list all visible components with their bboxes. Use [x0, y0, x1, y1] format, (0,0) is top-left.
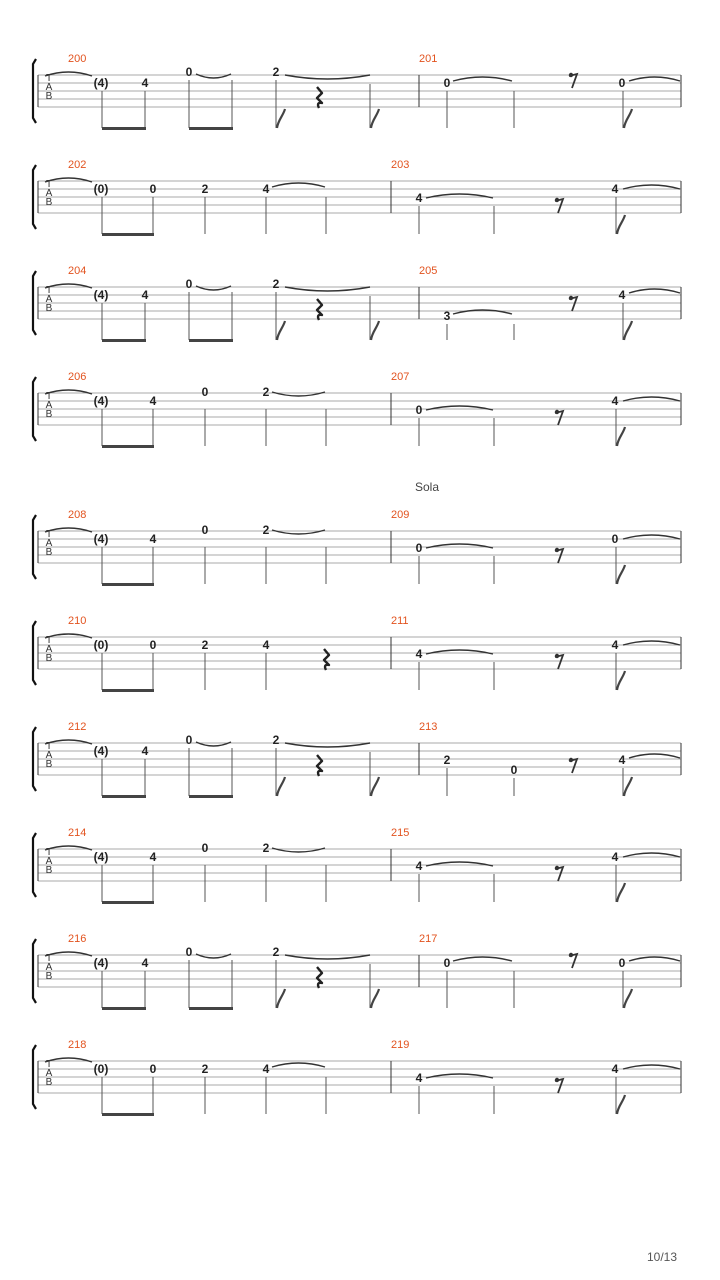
measure-number: 202 [68, 159, 87, 171]
measure-number: 207 [391, 371, 410, 383]
fret-number: 2 [201, 638, 209, 652]
fret-number: 0 [185, 945, 193, 959]
tab-clef-letter: A [45, 538, 53, 549]
measure-number: 201 [419, 53, 438, 65]
fret-number: 0 [185, 65, 193, 79]
tab-clef-letter: A [45, 962, 53, 973]
measure-number: 210 [68, 615, 87, 627]
measure-number: 209 [391, 509, 410, 521]
fret-number: 2 [201, 182, 209, 196]
fret-number: 0 [443, 956, 451, 970]
eighth-rest [555, 199, 563, 213]
measure-number: 217 [419, 933, 438, 945]
system-bracket [33, 939, 36, 1003]
tie-arc [453, 77, 512, 81]
tie-arc [629, 754, 680, 758]
fret-number: (0) [93, 1062, 109, 1076]
eighth-flag [617, 883, 625, 902]
system-bracket [33, 1045, 36, 1109]
tab-clef-letter: A [45, 294, 53, 305]
eighth-flag [617, 427, 625, 446]
system-bracket [33, 165, 36, 229]
tab-clef-letter: A [45, 188, 53, 199]
fret-number: 2 [201, 1062, 209, 1076]
eighth-flag [277, 321, 285, 340]
fret-number: 2 [262, 523, 270, 537]
tie-arc [285, 743, 370, 747]
tab-clef-letter: T [45, 529, 53, 540]
tab-clef-letter: A [45, 82, 53, 93]
beam [102, 233, 154, 236]
measure-number: 218 [68, 1039, 87, 1051]
fret-number: 0 [618, 956, 626, 970]
tie-arc [285, 75, 370, 79]
fret-number: 2 [262, 841, 270, 855]
tab-clef-letter: B [45, 91, 53, 102]
beam [102, 795, 146, 798]
fret-number: 4 [262, 638, 270, 652]
system-bracket [33, 515, 36, 579]
quarter-rest [324, 649, 329, 670]
eighth-flag [624, 777, 632, 796]
beam [102, 583, 154, 586]
quarter-rest [317, 87, 322, 108]
tab-clef-letter: A [45, 750, 53, 761]
tie-arc [623, 853, 680, 857]
tie-arc [623, 641, 680, 645]
fret-number: 0 [185, 277, 193, 291]
tie-arc [285, 955, 370, 959]
measure-number: 203 [391, 159, 410, 171]
eighth-flag [277, 109, 285, 128]
beam [189, 127, 233, 130]
tab-clef-letter: B [45, 759, 53, 770]
fret-number: 2 [272, 277, 280, 291]
eighth-flag [371, 321, 379, 340]
fret-number: 0 [415, 403, 423, 417]
eighth-flag [617, 671, 625, 690]
fret-number: 4 [618, 288, 626, 302]
measure-number: 214 [68, 827, 87, 839]
eighth-flag [624, 989, 632, 1008]
fret-number: 4 [262, 1062, 270, 1076]
eighth-rest [555, 1079, 563, 1093]
beam [102, 339, 146, 342]
fret-number: (4) [93, 76, 109, 90]
eighth-flag [617, 565, 625, 584]
tie-arc [629, 77, 680, 81]
measure-number: 219 [391, 1039, 410, 1051]
tie-arc [623, 397, 680, 401]
tie-arc [623, 535, 680, 539]
fret-number: (4) [93, 532, 109, 546]
tab-clef-letter: A [45, 644, 53, 655]
eighth-rest [555, 549, 563, 563]
tab-clef-letter: B [45, 653, 53, 664]
tab-clef-letter: B [45, 409, 53, 420]
beam [189, 339, 233, 342]
beam [189, 1007, 233, 1010]
eighth-flag [617, 215, 625, 234]
fret-number: 0 [149, 638, 157, 652]
tie-arc [623, 185, 680, 189]
page-number: 10/13 [646, 1250, 677, 1264]
beam [189, 795, 233, 798]
measure-number: 211 [391, 615, 409, 627]
measure-number: 215 [391, 827, 410, 839]
fret-number: 0 [201, 841, 209, 855]
fret-number: 4 [611, 1062, 619, 1076]
beam [102, 1113, 154, 1116]
fret-number: 4 [141, 956, 149, 970]
fret-number: 2 [272, 733, 280, 747]
eighth-rest [569, 759, 577, 773]
tab-clef-letter: B [45, 971, 53, 982]
tab-clef-letter: T [45, 179, 53, 190]
fret-number: (4) [93, 394, 109, 408]
fret-number: (4) [93, 288, 109, 302]
beam [102, 127, 146, 130]
fret-number: (4) [93, 744, 109, 758]
measure-number: 212 [68, 721, 87, 733]
fret-number: 0 [510, 763, 518, 777]
tab-clef-letter: A [45, 1068, 53, 1079]
tie-arc [272, 1063, 325, 1067]
tab-clef-letter: T [45, 741, 53, 752]
tab-clef-letter: B [45, 197, 53, 208]
eighth-rest [569, 297, 577, 311]
measure-number: 208 [68, 509, 87, 521]
eighth-rest [569, 74, 577, 88]
fret-number: 4 [149, 532, 157, 546]
fret-number: 4 [149, 394, 157, 408]
fret-number: 4 [618, 753, 626, 767]
measure-number: 204 [68, 265, 87, 277]
tie-arc [629, 957, 680, 961]
tab-clef-letter: A [45, 400, 53, 411]
eighth-flag [277, 989, 285, 1008]
fret-number: 3 [443, 309, 451, 323]
fret-number: 0 [611, 532, 619, 546]
tab-clef-letter: B [45, 1077, 53, 1088]
tab-clef-letter: T [45, 73, 53, 84]
measure-number: 205 [419, 265, 438, 277]
fret-number: 4 [611, 182, 619, 196]
measure-number: 200 [68, 53, 87, 65]
beam [102, 689, 154, 692]
measure-number: 213 [419, 721, 438, 733]
tie-arc [453, 957, 512, 961]
fret-number: 4 [611, 850, 619, 864]
fret-number: 0 [415, 541, 423, 555]
system-bracket [33, 727, 36, 791]
system-bracket [33, 377, 36, 441]
tab-clef-letter: T [45, 847, 53, 858]
tab-clef-letter: B [45, 303, 53, 314]
tab-clef-letter: T [45, 1059, 53, 1070]
fret-number: 4 [141, 744, 149, 758]
quarter-rest [317, 967, 322, 988]
fret-number: 0 [618, 76, 626, 90]
fret-number: 0 [201, 385, 209, 399]
fret-number: (0) [93, 182, 109, 196]
quarter-rest [317, 755, 322, 776]
fret-number: 4 [149, 850, 157, 864]
tie-arc [623, 1065, 680, 1069]
quarter-rest [317, 299, 322, 320]
fret-number: 2 [262, 385, 270, 399]
system-bracket [33, 271, 36, 335]
fret-number: 4 [415, 647, 423, 661]
fret-number: 0 [443, 76, 451, 90]
fret-number: 0 [185, 733, 193, 747]
tab-clef-letter: T [45, 635, 53, 646]
fret-number: 0 [201, 523, 209, 537]
tab-clef-letter: T [45, 953, 53, 964]
fret-number: 0 [149, 182, 157, 196]
measure-number: 216 [68, 933, 87, 945]
beam [102, 901, 154, 904]
eighth-flag [371, 109, 379, 128]
eighth-flag [624, 109, 632, 128]
eighth-flag [624, 321, 632, 340]
tie-arc [285, 287, 370, 291]
system-bracket [33, 833, 36, 897]
fret-number: (4) [93, 956, 109, 970]
eighth-flag [371, 989, 379, 1008]
fret-number: 4 [262, 182, 270, 196]
tab-clef-letter: T [45, 285, 53, 296]
fret-number: 4 [415, 859, 423, 873]
fret-number: 2 [272, 65, 280, 79]
tab-clef-letter: B [45, 865, 53, 876]
fret-number: (4) [93, 850, 109, 864]
fret-number: 2 [443, 753, 451, 767]
eighth-rest [555, 867, 563, 881]
fret-number: 4 [611, 394, 619, 408]
eighth-rest [555, 655, 563, 669]
fret-number: 4 [141, 76, 149, 90]
measure-number: 206 [68, 371, 87, 383]
system-bracket [33, 621, 36, 685]
eighth-rest [555, 411, 563, 425]
beam [102, 1007, 146, 1010]
beam [102, 445, 154, 448]
tab-clef-letter: B [45, 547, 53, 558]
tie-arc [272, 183, 325, 187]
fret-number: 4 [611, 638, 619, 652]
section-label-sola: Sola [415, 480, 440, 494]
eighth-rest [569, 954, 577, 968]
fret-number: 4 [415, 1071, 423, 1085]
eighth-flag [617, 1095, 625, 1114]
eighth-flag [277, 777, 285, 796]
fret-number: (0) [93, 638, 109, 652]
tie-arc [629, 289, 680, 293]
fret-number: 4 [415, 191, 423, 205]
eighth-flag [371, 777, 379, 796]
tab-clef-letter: A [45, 856, 53, 867]
fret-number: 2 [272, 945, 280, 959]
fret-number: 0 [149, 1062, 157, 1076]
fret-number: 4 [141, 288, 149, 302]
system-bracket [33, 59, 36, 123]
tab-clef-letter: T [45, 391, 53, 402]
